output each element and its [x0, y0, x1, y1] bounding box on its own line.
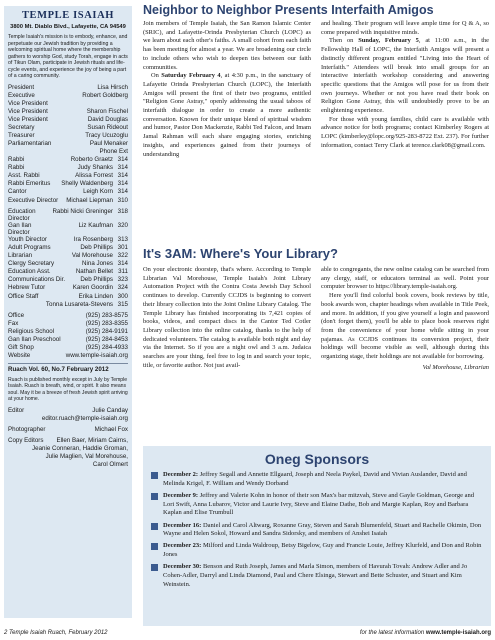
officer-name: Tracy Ucuzoglu [85, 132, 128, 140]
masthead-title: TEMPLE ISAIAH [21, 10, 115, 21]
staff-role: Gan Ilan Director [8, 221, 32, 236]
contact-value: (925) 283-8355 [85, 319, 128, 327]
square-bullet-icon [151, 493, 158, 500]
contact-row [8, 312, 128, 320]
contact-row [8, 344, 128, 352]
staff-ext: 300 [117, 292, 128, 300]
staff-row [8, 188, 128, 196]
staff-list-2 [8, 208, 128, 309]
staff-role: Communications Dir. [8, 276, 66, 284]
article2-p3: Here you'll find colorful book covers, book reviews by title, book awards won, chapter headings when available in Title Peek, and more. In addition, if you give yourself a login and password (don't forget them), you'll be able to place book reserves right from the convenience of your home while sitting in your pajamas. As CCJDS continues its conversion project, their holdings will become visible as well, although during this organizing stage, their holdings are not available for borrowing. [321, 292, 489, 361]
staff-role: Asst. Rabbi [8, 172, 40, 180]
staff-row [8, 197, 128, 205]
article1-p2: On Saturday February 4, at 4:30 p.m., in the sanctuary of Lafayette Orinda Presbyterian Church (LOPC), the Interfaith Amigos will present the first of their two programs, entitled "Religion Gone Astray," openly addressing the usual taboos of interfaith dialogue in order to create a more authentic conversation. Known for their unique blend of spiritual wisdom and humor, Pastor Don Mackenzie, Rabbi Ted Falcon, and Imam Jamal Rahman will each share engaging stories, enriching insights, and experiences gained from their journeys of understanding [143, 72, 311, 158]
officer-name: Robert Goldberg [82, 91, 128, 99]
masthead-address: 3800 Mt. Diablo Blvd., Lafayette, CA 94549 [10, 23, 126, 30]
officer-name: Sharon Fischel [86, 107, 128, 115]
contact-label: Website [8, 351, 31, 359]
officer-role: Executive Vice President [8, 91, 48, 107]
staff-row [8, 156, 128, 164]
staff-row [8, 236, 128, 244]
oneg-sponsors-panel [143, 446, 491, 626]
staff-role: Clergy Secretary [8, 260, 55, 268]
article1-p1: Join members of Temple Isaiah, the San Ramon Islamic Center (SRIC), and Lafayette-Orinda Presbyterian Church (LOPC) as we learn about each other's faiths. A small cohort from each faith has been meeting for almost a year. We are broadening our circle to include others who wish to deepen ties between our faith communities. [143, 20, 311, 71]
contact-row [8, 352, 128, 360]
staff-role: Executive Director [8, 196, 59, 204]
staff-row [8, 276, 128, 284]
staff-name: Judy Shanks [77, 164, 113, 172]
officers-list [8, 84, 128, 157]
staff-role: Education Asst. [8, 268, 51, 276]
staff-name: Roberto Graetz [70, 156, 113, 164]
contact-value: (925) 284-8453 [85, 335, 128, 343]
article2-col1 [143, 266, 311, 370]
staff-role: Rabbi [8, 156, 25, 164]
credit-name: Ellen Baer, Miriam Cairns, [56, 436, 128, 444]
staff-ext: 320 [117, 221, 128, 229]
staff-ext: 318 [117, 207, 128, 215]
staff-row [8, 222, 128, 236]
staff-ext: 314 [117, 164, 128, 172]
page-footer-right [360, 630, 491, 636]
officer-name: Lisa Hirsch [97, 83, 128, 91]
officer-row [8, 116, 128, 124]
credit-label: Editor [8, 406, 25, 414]
officer-role: Secretary [8, 123, 35, 131]
staff-name: Deb Phillips [80, 244, 113, 252]
credit-name: Carol Olmert [92, 460, 128, 468]
officer-role: Parliamentarian [8, 140, 52, 148]
staff-row [8, 284, 128, 292]
contact-label: Gan Ilan Preschool [8, 335, 61, 343]
square-bullet-icon [151, 523, 158, 530]
staff-name: Leigh Korn [83, 188, 113, 196]
staff-role: Education Director [8, 207, 36, 222]
staff-name: Nathan Bellet [75, 268, 113, 276]
staff-name: Michael Liepman [66, 196, 113, 204]
staff-name: Tonna Lusareta-Stevens [45, 300, 113, 308]
article2-title: It's 3AM: Where's Your Library? [143, 246, 338, 261]
article1-p5: For those with young families, child care is available with advance notice for both programs; contact Kimberley Rogers at LOPC (kimberley@lopc.org/925-283-8722 Ext. 237). For further information, contact Terry Clark at terence.clark08@gmail.com. [321, 115, 489, 149]
staff-ext: 311 [118, 268, 128, 276]
officer-role: Vice President [8, 115, 48, 123]
staff-role: Hebrew Tutor [8, 284, 46, 292]
credit-row [8, 426, 128, 434]
officer-row [8, 108, 128, 116]
article2-p2: able to congregants, the new online catalog can be searched from any clergy, staff, or educators terminal as well. Point your computer browser to https://library.temple-isaiah.org. [321, 266, 489, 291]
article1-p3: and healing. Their program will leave ample time for Q & A, so come prepared with inquisitive minds. [321, 20, 489, 36]
article1-col2 [321, 20, 489, 151]
staff-ext: 314 [117, 156, 128, 164]
staff-ext: 310 [117, 196, 128, 204]
contact-label: Religious School [8, 327, 55, 335]
contact-row [8, 336, 128, 344]
mission-statement: Temple Isaiah's mission is to embody, enhance, and perpetuate our Jewish tradition by providing a welcoming spiritual home where the membership gathers to worship God, study Torah, engage in acts of Tikun Olam, participate in Jewish rituals and life-cycle events, and experience the joy of being a part of a caring community. [8, 34, 128, 80]
contact-label: Gift Shop [8, 343, 34, 351]
staff-name: Ira Rosenberg [73, 236, 113, 244]
masthead-sidebar [4, 6, 132, 618]
staff-name: Val Morehouse [71, 252, 113, 260]
staff-row [8, 164, 128, 172]
contact-row [8, 328, 128, 336]
staff-row [8, 208, 128, 222]
staff-row [8, 301, 128, 309]
oneg-title: Oneg Sponsors [264, 451, 370, 467]
staff-row [8, 172, 128, 180]
contact-value: (925) 283-8575 [85, 311, 128, 319]
credit-label: Photographer [8, 425, 46, 433]
staff-name: Rabbi Nicki Greninger [52, 207, 113, 215]
officer-name: Susan Rideout [87, 123, 128, 131]
credit-label: Copy Editors [8, 436, 44, 444]
credit-row [8, 437, 128, 445]
credit-name: Julie Maglien, Val Morehouse, [45, 452, 128, 460]
contact-label: Fax [8, 319, 19, 327]
staff-row [8, 260, 128, 268]
page-footer-left: 2 Temple Isaiah Ruach, February 2012 [4, 630, 108, 636]
staff-ext: 301 [117, 244, 128, 252]
oneg-item: December 23: Milford and Linda Waldroup, Betsy Bigelow, Guy and Francie Louie, Jeffrey Klurfeld, and Don and Robin Jones [151, 542, 483, 559]
staff-list [8, 156, 128, 204]
contact-value: (925) 284-9191 [85, 327, 128, 335]
officer-name: David Douglas [87, 115, 128, 123]
staff-ext: 314 [117, 172, 128, 180]
staff-name: Alissa Forrest [75, 172, 113, 180]
credit-name: Jeanie Conneran, Haddie Groman, [32, 444, 128, 452]
square-bullet-icon [151, 472, 158, 479]
officer-name: Paul Menaker [89, 140, 128, 148]
staff-row [8, 180, 128, 188]
contact-value: (925) 284-4933 [85, 343, 128, 351]
contact-row [8, 320, 128, 328]
oneg-item: December 2: Jeffrey Segall and Annette Ellgaard, Joseph and Neela Paykel, David and Vivian Auslander, David and Melinda Krigel, F. William and Wendy Dorband [151, 471, 483, 488]
staff-role: Rabbi Emeritus [8, 180, 51, 188]
article1-title: Neighbor to Neighbor Presents Interfaith Amigos [143, 3, 434, 17]
staff-name: Karen Goordin [72, 284, 113, 292]
staff-role: Cantor [8, 188, 27, 196]
staff-ext: 322 [117, 252, 128, 260]
oneg-item: December 30: Benson and Ruth Joseph, James and Marla Simon, members of Havurah Tovah: Andrew Adler and Jo Cohen-Adler, Darryl and Linda Diamond, Paul and Chere Elsinga, Stewart and Bette Schuster, and Stuart and Kim Weinstein. [151, 563, 483, 589]
officer-role: Treasurer [8, 132, 35, 140]
staff-ext: 313 [117, 236, 128, 244]
masthead-header [8, 9, 128, 31]
officer-row [8, 140, 128, 148]
officer-row [8, 132, 128, 140]
issue-line: Ruach Vol. 60, No.7 February 2012 [8, 363, 128, 374]
staff-row [8, 293, 128, 301]
staff-role: Librarian [8, 252, 33, 260]
article1-p4: Then on Sunday, February 5, at 11:00 a.m., in the Fellowship Hall of LOPC, the Interfaith Amigos will present a distinctly different program entitled "Living into the Heart of Interfaith." Attendees will break into small groups for an interactive interfaith workshop considering and answering specific questions that the Amigos will pose for us from their own journeys. Whether or not you have read their book on Religion Gone Astray, this will undoubtedly prove to be an enlightening experience. [321, 37, 490, 115]
staff-ext: 314 [117, 180, 128, 188]
square-bullet-icon [151, 564, 158, 571]
staff-role: Office Staff [8, 292, 39, 300]
oneg-item: December 16: Daniel and Carol Altwarg, Roxanne Gray, Steven and Sarah Blumenfeld, Stuart and Rachelle Okimin, Don Wayne and Helen Sokol, Howard and Sandra Sidorsky, and members of Anshei Isaiah [151, 522, 483, 539]
staff-ext: 314 [117, 188, 128, 196]
staff-role: Youth Director [8, 236, 47, 244]
staff-role: Rabbi [8, 164, 25, 172]
footer-website-link[interactable]: www.temple-isaiah.org [425, 630, 491, 636]
oneg-item: December 9: Jeffrey and Valerie Kohn in honor of their son Max's bar mitzvah, Steve and Gayle Goldman, George and Lori Swift, Anna Lubarov, Victor and Laurie Ivry, Steve and Elaine Dathe, Bob and Margie Kaplan, Roy and Barbara Kaplan and Elise Trumbull [151, 492, 483, 518]
contact-label: Office [8, 311, 25, 319]
officer-row [8, 92, 128, 108]
officer-role: Vice President [8, 107, 48, 115]
officer-row [8, 84, 128, 92]
staff-ext: 315 [117, 300, 128, 308]
main-content [137, 0, 491, 640]
credit-name: Julie Canday [92, 406, 128, 414]
editor-email[interactable]: editor.ruach@temple-isaiah.org [41, 414, 128, 422]
credit-name: Michael Fox [94, 425, 128, 433]
credit-row [8, 407, 128, 415]
website-link[interactable]: www.temple-isaiah.org [65, 351, 128, 359]
staff-name: Liz Kaufman [78, 221, 113, 229]
staff-row [8, 252, 128, 260]
article2-signature: Val Morehouse, Librarian [422, 363, 489, 371]
phone-ext-label: Phone Ext [99, 148, 128, 156]
officer-row [8, 124, 128, 132]
article2-col2 [321, 266, 489, 372]
staff-name: Shelly Waldenberg [61, 180, 113, 188]
staff-role: Adult Programs [8, 244, 51, 252]
publication-note: Ruach is published monthly except in July by Temple Isaiah. Ruach is breath, wind, or spirit. It also means soul. May it be a breeze of fresh Jewish spirit arriving at your home. [8, 377, 128, 403]
officer-role: President [8, 83, 35, 91]
staff-ext: 323 [117, 276, 128, 284]
staff-name: Erika Linden [78, 292, 113, 300]
article2-p1: On your electronic doorstep, that's where. According to Temple Librarian Val Morehouse, Temple Isaiah's Joint Library Automation Project with the Contra Costa Jewish Day School continues to develop. Currently CCJDS is beginning to convert their library collection into the Joint Online Library Catalog. The Temple Library has finished incorporating its 7,421 copies of books, videos, and compact discs in the Cantor Ted Cotler Library collection into the online catalog, thanks to the help of dedicated volunteers. The catalog is available both night and day via the Internet. So if you are a night owl and 3 a.m. Judaica searches are your thing, feel free to log in and search your topic, title, or favorite author. Not just avail- [143, 266, 311, 369]
staff-row [8, 244, 128, 252]
footer-right-text: for the latest information [359, 630, 425, 636]
credits [8, 407, 128, 469]
staff-name: Nina Jones [82, 260, 113, 268]
staff-row [8, 268, 128, 276]
contact-list [8, 312, 128, 360]
square-bullet-icon [151, 543, 158, 550]
staff-ext: 314 [117, 260, 128, 268]
staff-ext: 324 [117, 284, 128, 292]
article1-col1 [143, 20, 311, 159]
staff-name: Deb Phillips [80, 276, 113, 284]
